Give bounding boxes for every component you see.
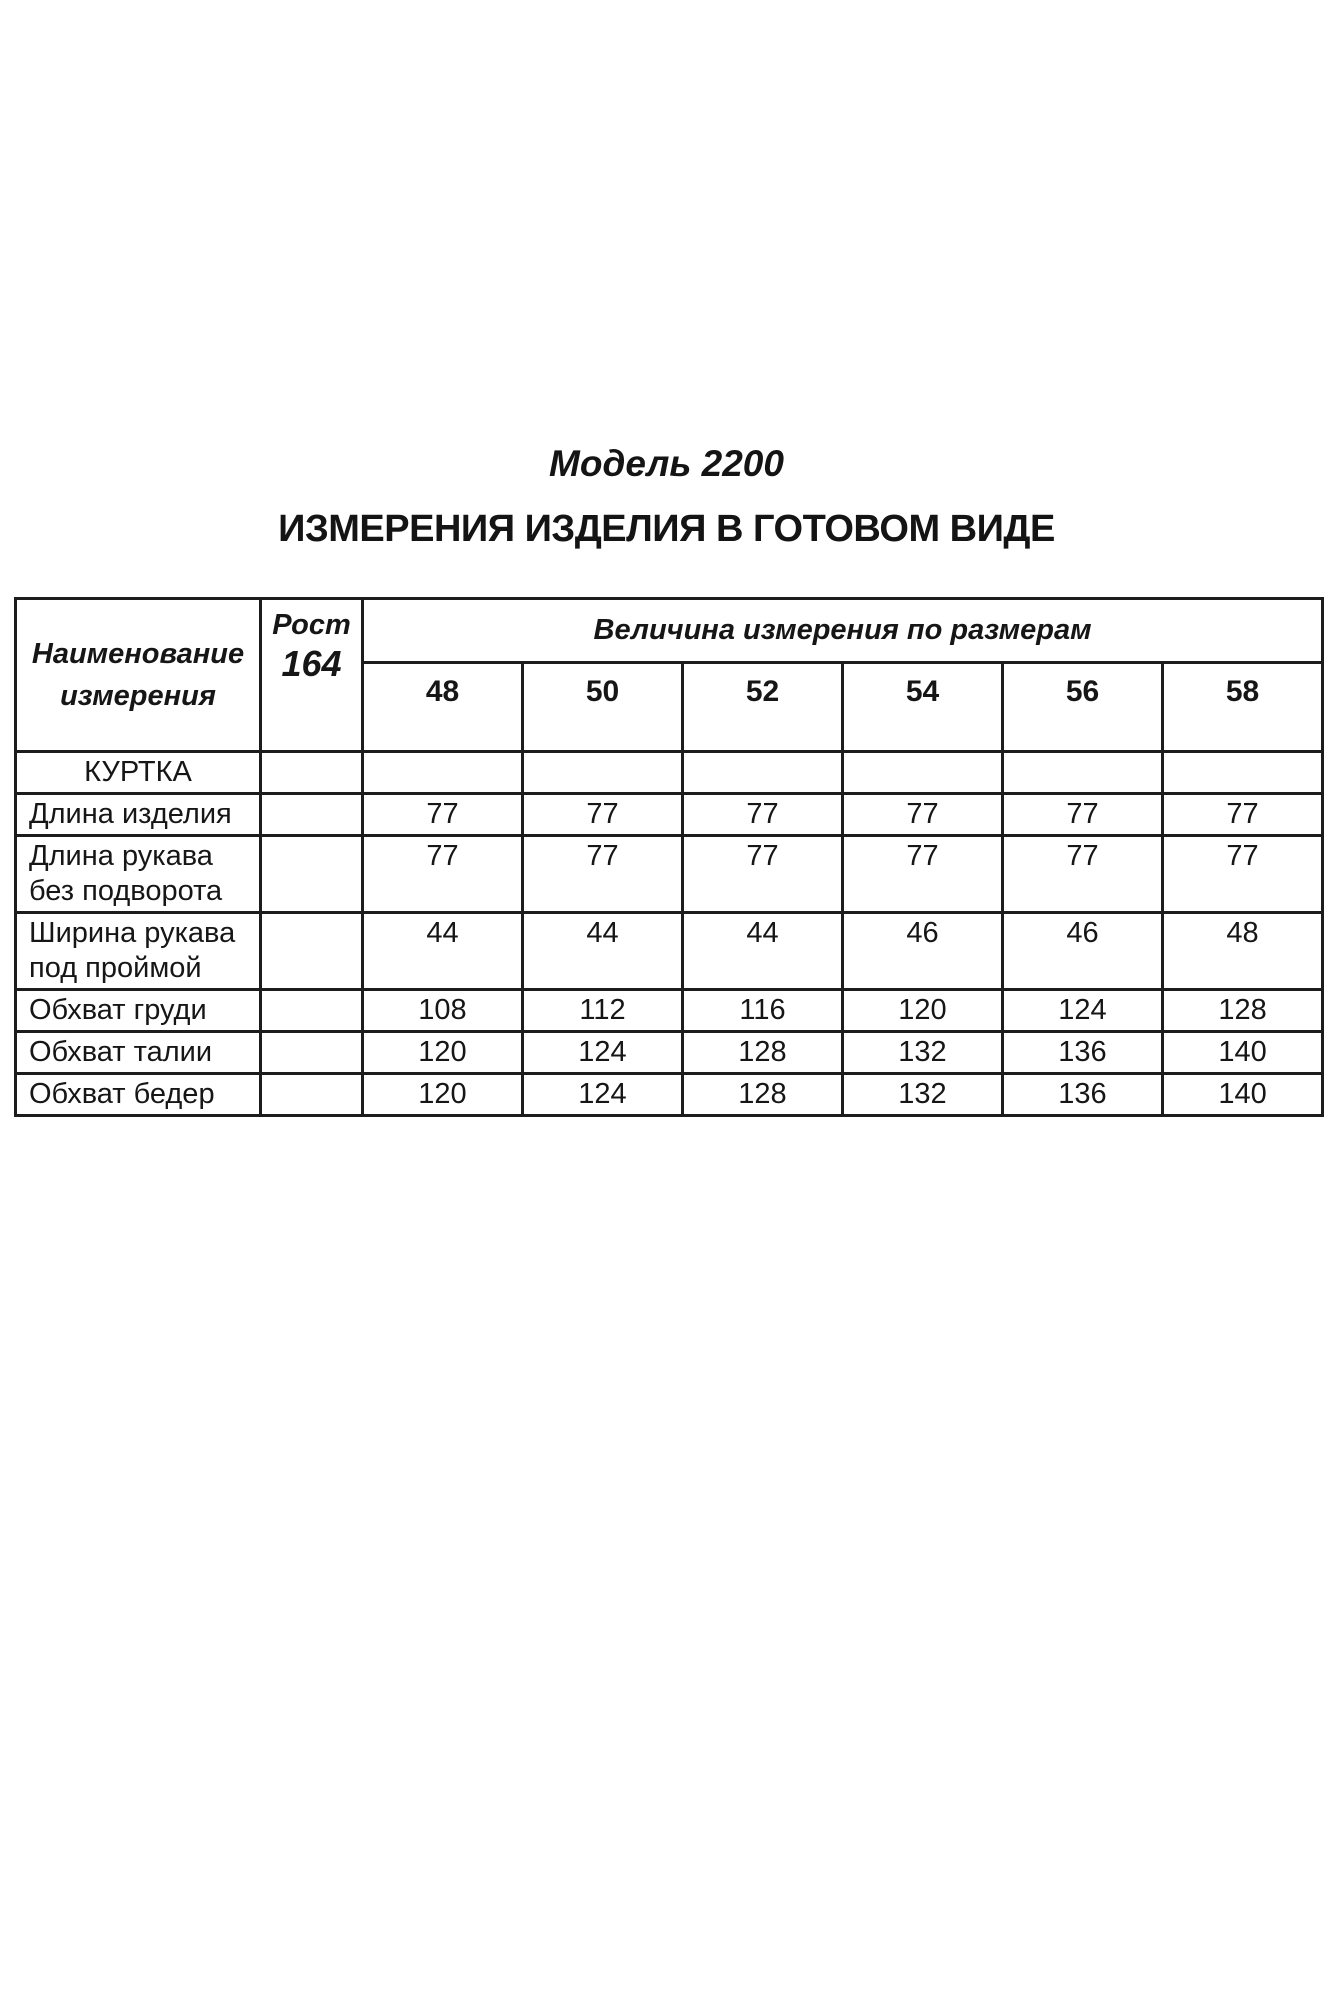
value-cell: 44	[683, 913, 843, 990]
size-header-56: 56	[1003, 663, 1163, 752]
value-cell: 77	[1163, 794, 1323, 836]
empty-cell	[363, 752, 523, 794]
value-cell: 77	[363, 836, 523, 913]
empty-cell	[1163, 752, 1323, 794]
value-cell: 77	[363, 794, 523, 836]
value-cell: 77	[843, 836, 1003, 913]
model-title: Модель 2200	[549, 443, 784, 484]
empty-cell	[261, 752, 363, 794]
value-cell: 132	[843, 1032, 1003, 1074]
empty-cell	[261, 1032, 363, 1074]
value-cell: 77	[523, 794, 683, 836]
value-cell: 136	[1003, 1074, 1163, 1116]
value-cell: 48	[1163, 913, 1323, 990]
size-header-54: 54	[843, 663, 1003, 752]
measurement-label: Обхват талии	[16, 1032, 261, 1074]
empty-cell	[523, 752, 683, 794]
measurements-table	[14, 597, 1324, 1117]
height-column-header	[261, 599, 363, 752]
table-row-hips	[16, 1074, 1323, 1116]
measurements-heading: ИЗМЕРЕНИЯ ИЗДЕЛИЯ В ГОТОВОМ ВИДЕ	[278, 508, 1055, 550]
measurement-label: Обхват груди	[16, 990, 261, 1032]
value-cell: 77	[843, 794, 1003, 836]
value-cell: 128	[1163, 990, 1323, 1032]
height-value: 164	[281, 643, 342, 684]
measurement-label: Ширина рукава под проймой	[16, 913, 261, 990]
section-label: КУРТКА	[16, 752, 261, 794]
value-cell: 124	[523, 1032, 683, 1074]
value-cell: 120	[843, 990, 1003, 1032]
measurement-label: Длина рукава без подворота	[16, 836, 261, 913]
value-cell: 120	[363, 1074, 523, 1116]
measurement-label: Длина изделия	[16, 794, 261, 836]
value-cell: 112	[523, 990, 683, 1032]
table-row-sleeve-width	[16, 913, 1323, 990]
size-header-52: 52	[683, 663, 843, 752]
table-row-chest	[16, 990, 1323, 1032]
value-cell: 44	[363, 913, 523, 990]
header-row-top	[16, 599, 1323, 663]
empty-cell	[261, 913, 363, 990]
value-cell: 77	[683, 794, 843, 836]
value-cell: 77	[1003, 794, 1163, 836]
size-header-48: 48	[363, 663, 523, 752]
empty-cell	[261, 990, 363, 1032]
value-cell: 128	[683, 1074, 843, 1116]
value-cell: 140	[1163, 1074, 1323, 1116]
value-cell: 124	[1003, 990, 1163, 1032]
value-cell: 136	[1003, 1032, 1163, 1074]
value-cell: 46	[843, 913, 1003, 990]
table-row-waist	[16, 1032, 1323, 1074]
sizes-group-header: Величина измерения по размерам	[363, 599, 1323, 663]
value-cell: 46	[1003, 913, 1163, 990]
measurement-label: Обхват бедер	[16, 1074, 261, 1116]
empty-cell	[261, 836, 363, 913]
value-cell: 108	[363, 990, 523, 1032]
value-cell: 77	[1163, 836, 1323, 913]
size-header-50: 50	[523, 663, 683, 752]
value-cell: 77	[683, 836, 843, 913]
empty-cell	[261, 794, 363, 836]
height-label: Рост	[272, 609, 351, 641]
value-cell: 77	[523, 836, 683, 913]
empty-cell	[261, 1074, 363, 1116]
value-cell: 77	[1003, 836, 1163, 913]
value-cell: 120	[363, 1032, 523, 1074]
value-cell: 132	[843, 1074, 1003, 1116]
empty-cell	[1003, 752, 1163, 794]
name-column-header: Наименование измерения	[16, 599, 261, 752]
table-row-sleeve-length	[16, 836, 1323, 913]
value-cell: 140	[1163, 1032, 1323, 1074]
value-cell: 44	[523, 913, 683, 990]
size-header-58: 58	[1163, 663, 1323, 752]
value-cell: 124	[523, 1074, 683, 1116]
empty-cell	[683, 752, 843, 794]
value-cell: 128	[683, 1032, 843, 1074]
value-cell: 116	[683, 990, 843, 1032]
empty-cell	[843, 752, 1003, 794]
section-row-kurtka	[16, 752, 1323, 794]
table-row-length	[16, 794, 1323, 836]
